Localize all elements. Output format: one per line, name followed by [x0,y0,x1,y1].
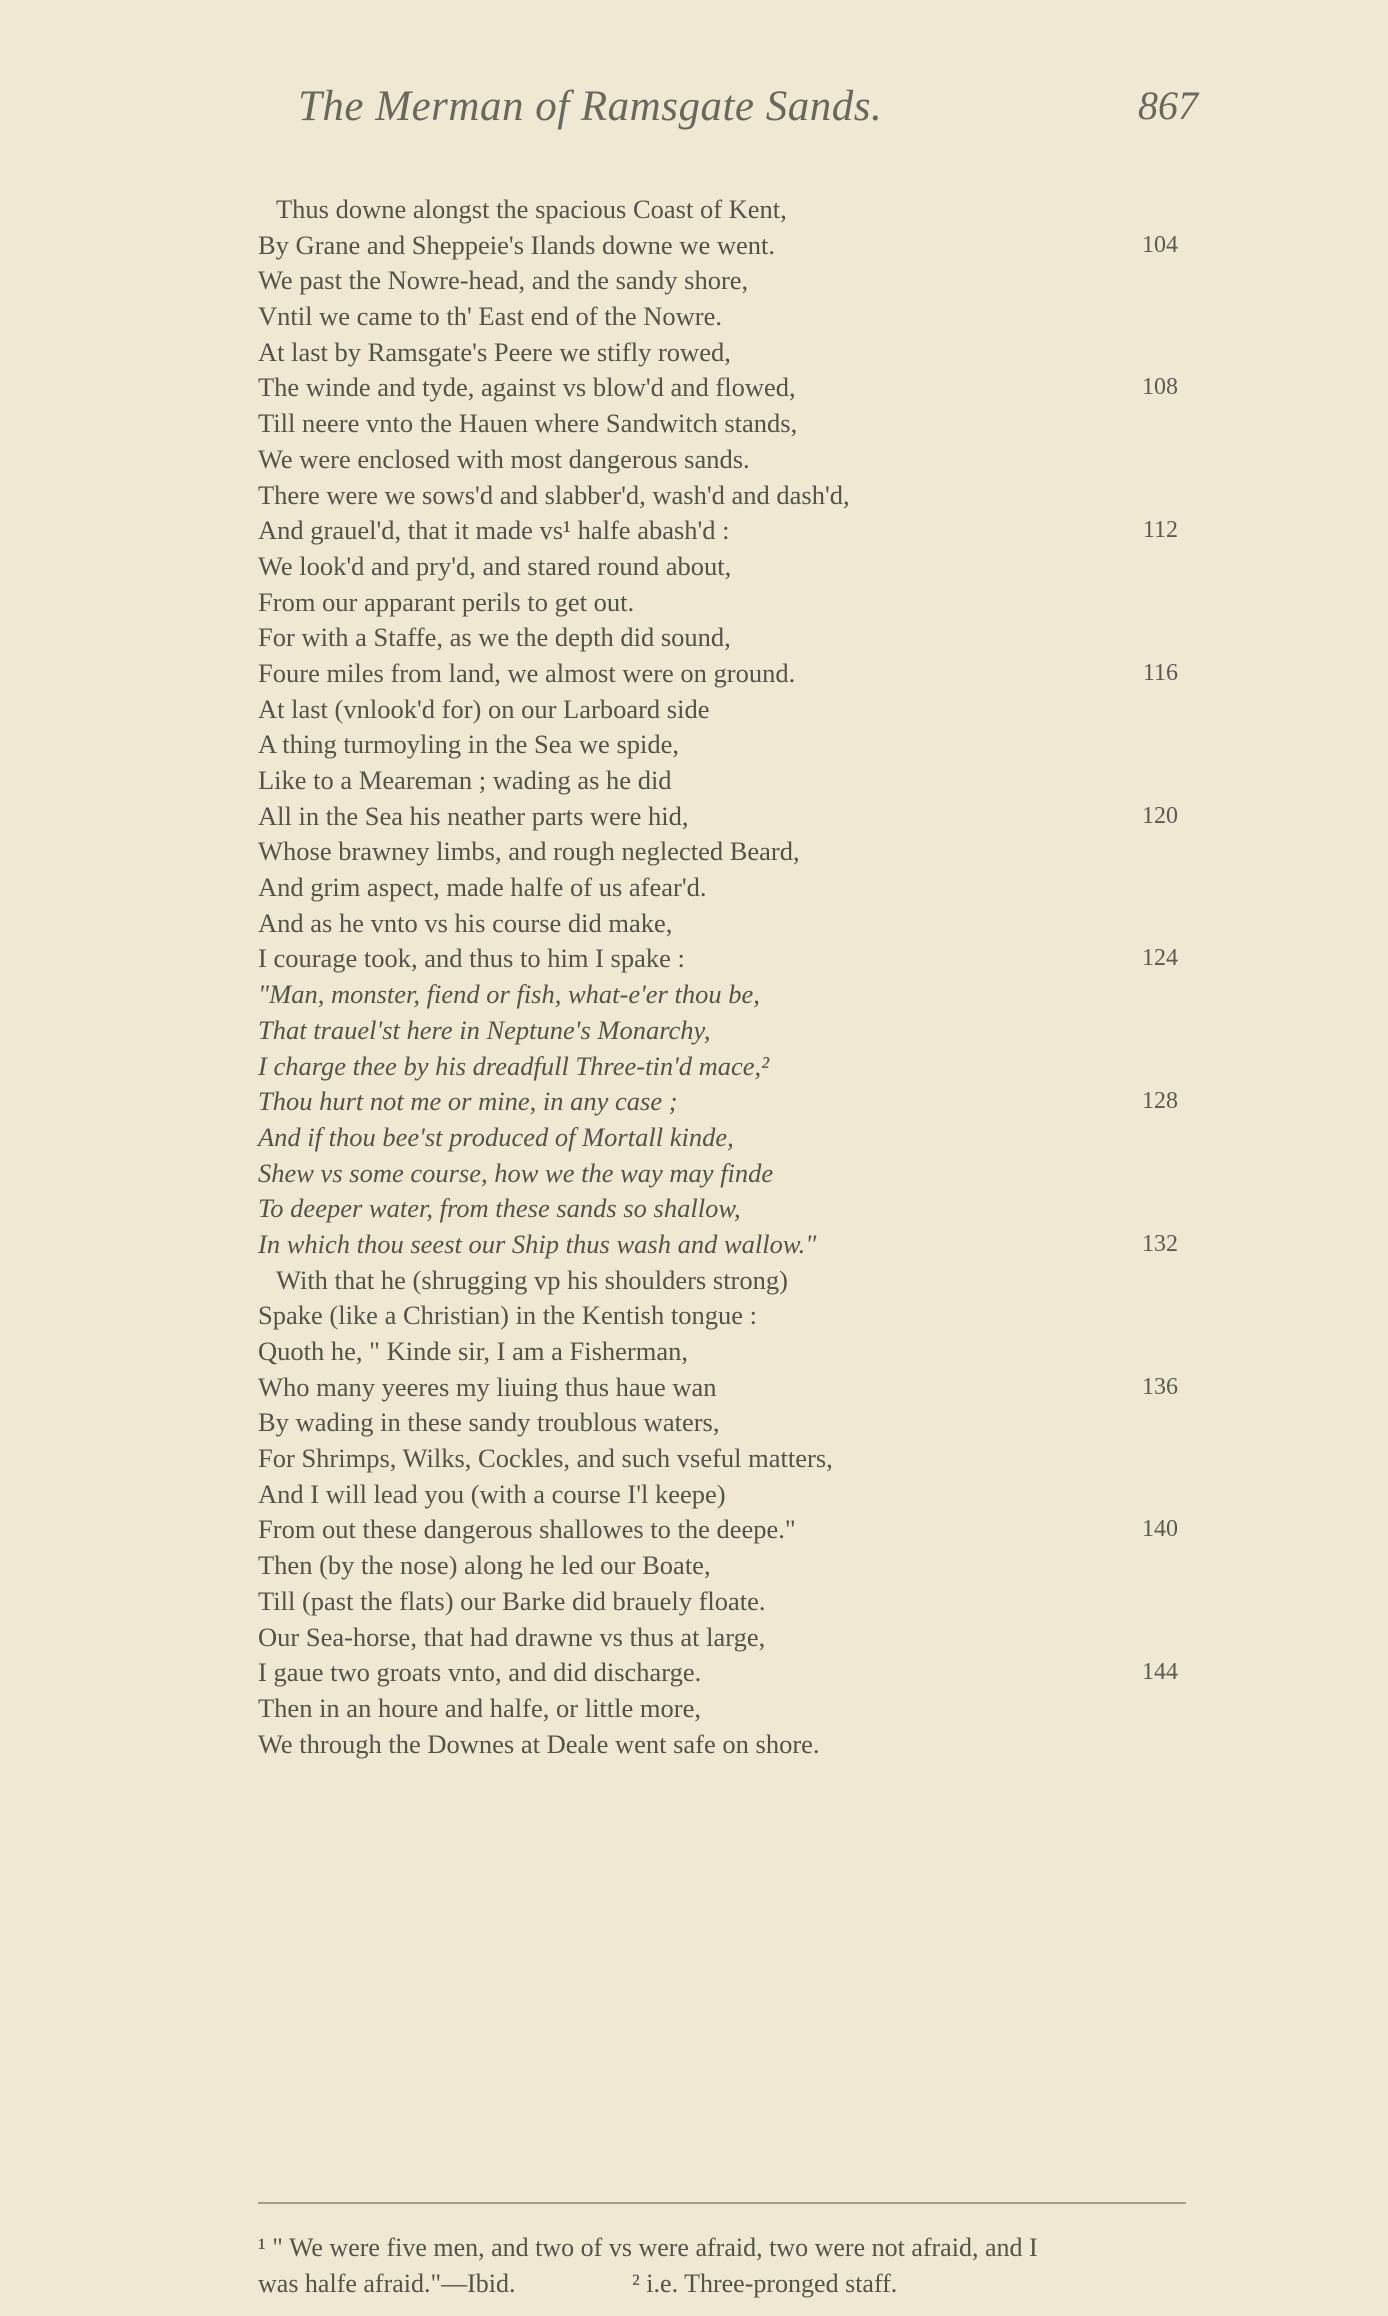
poem-line-text: By Grane and Sheppeie's Ilands downe we went. [258,229,775,260]
line-number: 144 [1142,1659,1178,1686]
poem-line [258,263,1178,299]
poem-line-text: For Shrimps, Wilks, Cockles, and such vseful matters, [258,1443,833,1474]
poem-line-text: From our apparant perils to get out. [258,586,635,617]
poem-line [258,977,1178,1013]
poem-line [258,1512,1178,1548]
poem-line [258,799,1178,835]
poem-line [258,228,1178,264]
page-number: 867 [1138,83,1198,128]
footnote-1-line-1: ¹ " We were five men, and two of vs were afraid, two were not afraid, and I [258,2233,1038,2262]
poem-line [258,1477,1178,1513]
poem-line [258,1298,1178,1334]
poem-line [258,299,1178,335]
poem-line-text: In which thou seest our Ship thus wash and wallow." [258,1228,817,1259]
poem-line [258,1334,1178,1370]
poem-line-text: Vntil we came to th' East end of the Nowre. [258,301,722,332]
poem-line [258,1584,1178,1620]
poem-line-text: There were we sows'd and slabber'd, wash'd and dash'd, [258,479,850,510]
poem-line-text: For with a Staffe, as we the depth did sound, [258,622,731,653]
poem-line [258,1084,1178,1120]
poem-line [258,192,1178,228]
line-number: 140 [1142,1516,1178,1543]
line-number: 120 [1142,802,1178,829]
footnote-2: ² i.e. Three-pronged staff. [632,2269,898,2298]
poem-line [258,335,1178,371]
poem-line [258,692,1178,728]
poem-line-text: That trauel'st here in Neptune's Monarchy, [258,1014,711,1045]
line-number: 132 [1142,1230,1178,1257]
line-number: 104 [1142,231,1178,258]
poem-line-text: And I will lead you (with a course I'l keepe) [258,1478,726,1509]
poem-line-text: To deeper water, from these sands so shallow, [258,1193,741,1224]
footnote-divider [258,2202,1186,2204]
poem-line-text: Till neere vnto the Hauen where Sandwitch stands, [258,408,798,439]
line-number: 112 [1142,517,1178,544]
poem-line-text: The winde and tyde, against vs blow'd and flowed, [258,372,796,403]
poem-line [258,1441,1178,1477]
poem-line-text: Like to a Meareman ; wading as he did [258,765,672,795]
poem-line [258,1370,1178,1406]
poem-line [258,1013,1178,1049]
poem-line-text: I charge thee by his dreadfull Three-tin'd mace,² [258,1050,770,1081]
poem-line [258,1049,1178,1085]
poem-line [258,1548,1178,1584]
poem-line [258,763,1178,799]
poem-line-text: We were enclosed with most dangerous sands. [258,443,750,474]
line-number: 136 [1142,1373,1178,1400]
footnote-1-line-2-wrap [258,2266,1198,2302]
poem-line [258,1691,1178,1727]
poem-line-text: We past the Nowre-head, and the sandy shore, [258,265,749,296]
poem-line-text: I gaue two groats vnto, and did discharge. [258,1657,702,1688]
footnote-1-line-2: was halfe afraid."—Ibid. [258,2269,516,2298]
poem-line [258,1620,1178,1656]
line-number: 116 [1142,659,1178,686]
poem-line-text: With that he (shrugging vp his shoulders strong) [276,1264,788,1295]
poem-line-text: At last (vnlook'd for) on our Larboard side [258,693,710,724]
poem-line-text: A thing turmoyling in the Sea we spide, [258,729,680,760]
poem-line [258,585,1178,621]
poem-line [258,1263,1178,1299]
line-number: 108 [1142,374,1178,401]
poem-line-text: Thus downe alongst the spacious Coast of Kent, [276,194,787,224]
poem-line [258,549,1178,585]
poem-body [258,192,1178,1762]
poem-line [258,1655,1178,1691]
line-number: 128 [1142,1088,1178,1115]
poem-line-text: Whose brawney limbs, and rough neglected Beard, [258,836,800,867]
poem-line [258,1120,1178,1156]
poem-line-text: Our Sea-horse, that had drawne vs thus at large, [258,1621,766,1652]
poem-line [258,1227,1178,1263]
poem-line-text: Then (by the nose) along he led our Boate, [258,1550,711,1581]
poem-line-text: And grauel'd, that it made vs¹ halfe abash'd : [258,515,730,546]
poem-line [258,406,1178,442]
poem-line-text: We through the Downes at Deale went safe on shore. [258,1728,820,1759]
poem-line-text: Till (past the flats) our Barke did brauely floate. [258,1585,766,1616]
poem-line-text: And if thou bee'st produced of Mortall kinde, [258,1121,734,1152]
poem-line [258,1405,1178,1441]
poem-line [258,906,1178,942]
poem-line-text: From out these dangerous shallowes to the deepe." [258,1514,796,1545]
poem-line [258,620,1178,656]
poem-line [258,513,1178,549]
poem-line-text: Spake (like a Christian) in the Kentish tongue : [258,1300,757,1331]
poem-line-text: And grim aspect, made halfe of us afear'd. [258,872,707,903]
poem-line-text: Foure miles from land, we almost were on ground. [258,657,796,688]
poem-line-text: Shew vs some course, how we the way may finde [258,1157,774,1188]
poem-line-text: Quoth he, " Kinde sir, I am a Fisherman, [258,1336,688,1366]
poem-line-text: All in the Sea his neather parts were hid, [258,800,689,831]
poem-line-text: We look'd and pry'd, and stared round about, [258,550,732,581]
poem-line-text: And as he vnto vs his course did make, [258,907,673,938]
footnotes [258,2230,1198,2302]
poem-line [258,834,1178,870]
poem-line [258,478,1178,514]
page-header [298,82,1198,142]
poem-line [258,1191,1178,1227]
running-title: The Merman of Ramsgate Sands. [298,83,883,130]
poem-line [258,1156,1178,1192]
poem-line [258,941,1178,977]
poem-line-text: Then in an houre and halfe, or little more, [258,1692,701,1723]
poem-line [258,1727,1178,1763]
poem-line-text: I courage took, and thus to him I spake : [258,943,685,974]
poem-line-text: At last by Ramsgate's Peere we stifly rowed, [258,336,731,367]
line-number: 124 [1142,945,1178,972]
poem-line-text: Thou hurt not me or mine, in any case ; [258,1086,678,1117]
poem-line-text: "Man, monster, fiend or fish, what-e'er thou be, [258,979,760,1010]
poem-line [258,656,1178,692]
poem-line [258,870,1178,906]
poem-line-text: Who many yeeres my liuing thus haue wan [258,1371,717,1402]
poem-line [258,727,1178,763]
poem-line [258,370,1178,406]
poem-line-text: By wading in these sandy troublous waters, [258,1407,720,1438]
poem-line [258,442,1178,478]
